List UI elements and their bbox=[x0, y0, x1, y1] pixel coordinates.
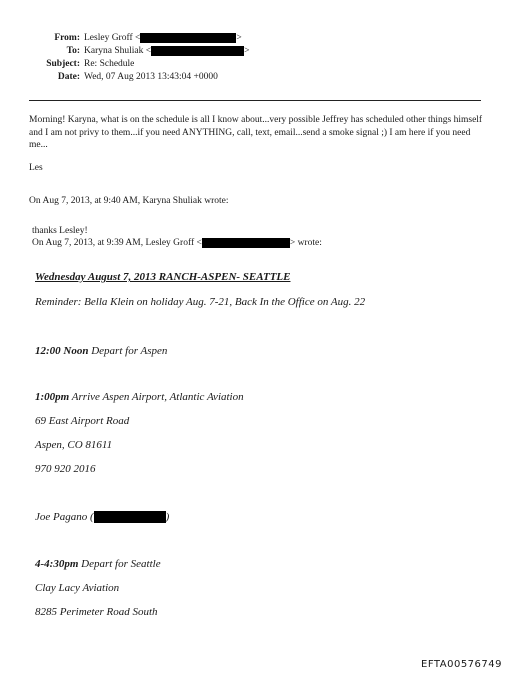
header-divider bbox=[29, 100, 481, 101]
from-label: From: bbox=[54, 33, 80, 43]
schedule-title bbox=[35, 270, 290, 284]
redaction-block bbox=[140, 33, 236, 43]
date-value: Wed, 07 Aug 2013 13:43:04 +0000 bbox=[84, 72, 218, 82]
schedule-phone: 970 920 2016 bbox=[35, 463, 96, 475]
schedule-fbo-address: 8285 Perimeter Road South bbox=[35, 606, 158, 618]
schedule-item-depart-seattle bbox=[35, 557, 161, 571]
redaction-block bbox=[94, 511, 166, 523]
to-name: Karyna Shuliak < bbox=[84, 46, 152, 56]
date-label: Date: bbox=[57, 72, 80, 82]
quote-header-lesley bbox=[32, 237, 492, 250]
quote-header-suffix: > wrote: bbox=[289, 238, 322, 248]
schedule-fbo-name: Clay Lacy Aviation bbox=[35, 582, 120, 594]
schedule-item-text: Depart for Seattle bbox=[78, 558, 161, 570]
to-value bbox=[84, 45, 249, 57]
to-close: > bbox=[244, 46, 250, 56]
schedule-contact bbox=[35, 510, 169, 524]
schedule-reminder: Reminder: Bella Klein on holiday Aug. 7-21, Back In the Office on Aug. 22 bbox=[35, 296, 366, 308]
from-value bbox=[84, 32, 242, 44]
from-close: > bbox=[236, 33, 242, 43]
quote-header-karyna: On Aug 7, 2013, at 9:40 AM, Karyna Shuliak wrote: bbox=[29, 196, 229, 206]
schedule-time: 1:00pm bbox=[35, 391, 70, 403]
schedule-item-text: Depart for Aspen bbox=[88, 345, 168, 357]
redaction-block bbox=[202, 238, 290, 248]
to-label: To: bbox=[66, 46, 80, 56]
quote-header-prefix: On Aug 7, 2013, at 9:39 AM, Lesley Groff < bbox=[32, 238, 202, 248]
subject-label: Subject: bbox=[46, 59, 80, 69]
schedule-item-depart-aspen bbox=[35, 344, 167, 358]
schedule-address-line-1: 69 East Airport Road bbox=[35, 415, 130, 427]
schedule-time: 4-4:30pm bbox=[35, 558, 79, 570]
from-name: Lesley Groff < bbox=[84, 33, 141, 43]
schedule-title-text: Wednesday August 7, 2013 RANCH-ASPEN- SEATTLE bbox=[35, 271, 291, 283]
schedule-address-line-2: Aspen, CO 81611 bbox=[35, 439, 113, 451]
contact-name: Joe Pagano ( bbox=[35, 511, 94, 523]
schedule-item-arrive-aspen bbox=[35, 390, 244, 404]
redaction-block bbox=[151, 46, 244, 56]
contact-close: ) bbox=[165, 511, 170, 523]
message-body: Morning! Karyna, what is on the schedule is all I know about...very possible Jeffrey has scheduled other things himself and I am not privy to them...if you need ANYTHING, call, text, email...send a smoke signal ;) I am here if you need me... bbox=[29, 115, 483, 150]
quote-thanks: thanks Lesley! bbox=[32, 226, 88, 236]
subject-value: Re: Schedule bbox=[84, 59, 135, 69]
schedule-time: 12:00 Noon bbox=[35, 345, 89, 357]
signoff: Les bbox=[29, 163, 43, 173]
schedule-item-text: Arrive Aspen Airport, Atlantic Aviation bbox=[69, 391, 244, 403]
document-id: EFTA00576749 bbox=[421, 659, 502, 670]
